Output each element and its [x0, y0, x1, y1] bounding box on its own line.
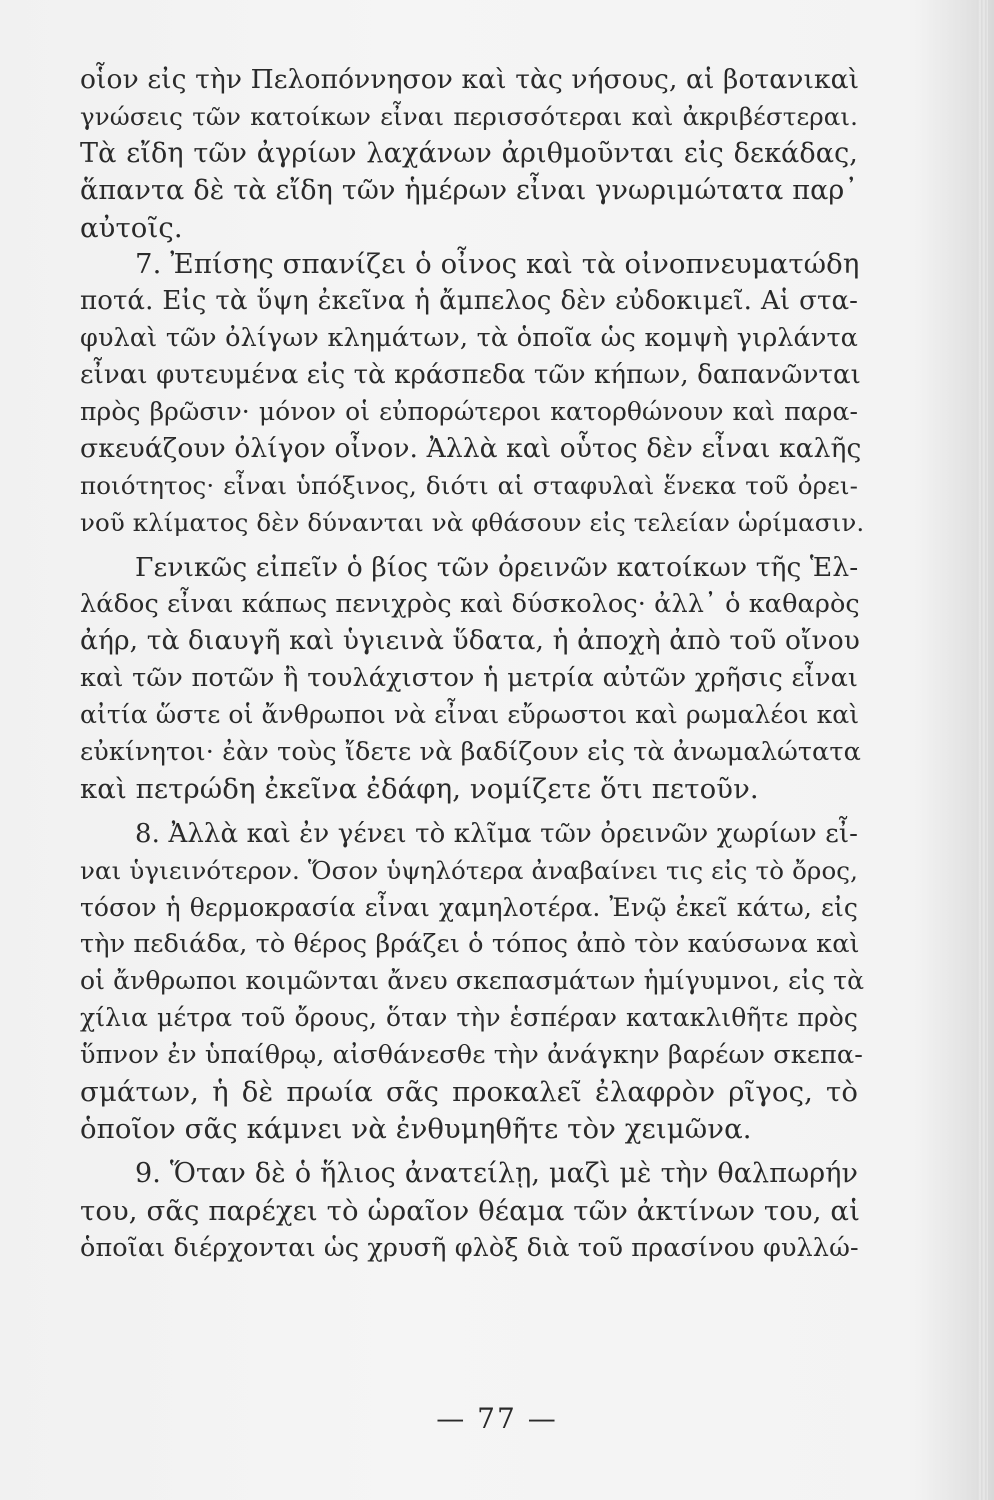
text-line: ποτά. Εἰς τὰ ὕψη ἐκεῖνα ἡ ἄμπελος δὲν εὐδοκιμεῖ. Αἱ στα-: [80, 286, 858, 317]
text-line: ὕπνον ἐν ὑπαίθρῳ, αἰσθάνεσθε τὴν ἀνάγκην βαρέων σκεπα-: [80, 1040, 863, 1071]
text-line: λάδος εἶναι κάπως πενιχρὸς καὶ δύσκολος· ἀλλ᾿ ὁ καθαρὸς: [80, 589, 860, 620]
text-line: φυλαὶ τῶν ὀλίγων κλημάτων, τὰ ὁποῖα ὡς κομψὴ γιρλάντα: [80, 323, 858, 354]
text-line: εἶναι φυτευμένα εἰς τὰ κράσπεδα τῶν κήπων, δαπανῶνται: [80, 360, 861, 391]
text-line: πρὸς βρῶσιν· μόνον οἱ εὐπορώτεροι κατορθώνουν καὶ παρα-: [80, 397, 858, 427]
text-line: καὶ τῶν ποτῶν ἢ τουλάχιστον ἡ μετρία αὐτῶν χρῆσις εἶναι: [80, 663, 858, 694]
text-line: γνώσεις τῶν κατοίκων εἶναι περισσότεραι καὶ ἀκριβέστεραι.: [80, 101, 858, 131]
text-line: τὴν πεδιάδα, τὸ θέρος βράζει ὁ τόπος ἀπὸ τὸν καύσωνα καὶ: [80, 929, 860, 960]
text-line: οἷον εἰς τὴν Πελοπόννησον καὶ τὰς νήσους, αἱ βοτανικαὶ: [80, 64, 860, 95]
text-line: ἀήρ, τὰ διαυγῆ καὶ ὑγιεινὰ ὕδατα, ἡ ἀποχὴ ἀπὸ τοῦ οἴνου: [80, 625, 860, 657]
page-number: — 77 —: [436, 1402, 558, 1435]
text-line: νοῦ κλίματος δὲν δύνανται νὰ φθάσουν εἰς τελείαν ὡρίμασιν.: [80, 507, 865, 537]
text-line: εὐκίνητοι· ἐὰν τοὺς ἴδετε νὰ βαδίζουν εἰς τὰ ἀνωμαλώτατα: [80, 737, 861, 768]
text-line: ἅπαντα δὲ τὰ εἴδη τῶν ἡμέρων εἶναι γνωριμώτατα παρ᾿: [80, 174, 858, 206]
page-edge: [978, 0, 988, 1500]
text-line: οἱ ἄνθρωποι κοιμῶνται ἄνευ σκεπασμάτων ἡμίγυμνοι, εἰς τὰ: [80, 966, 865, 996]
text-line: καὶ πετρώδη ἐκεῖνα ἐδάφη, νομίζετε ὅτι πετοῦν.: [80, 772, 759, 805]
body-text: [80, 62, 865, 1267]
text-line: ναι ὑγιεινότερον. Ὅσον ὑψηλότερα ἀναβαίνει τις εἰς τὸ ὄρος,: [80, 855, 858, 885]
text-line: του, σᾶς παρέχει τὸ ὡραῖον θέαμα τῶν ἀκτίνων του, αἱ: [80, 1194, 860, 1227]
text-line: χίλια μέτρα τοῦ ὄρους, ὅταν τὴν ἑσπέραν κατακλιθῆτε πρὸς: [80, 1003, 858, 1033]
text-line: ὁποῖον σᾶς κάμνει νὰ ἐνθυμηθῆτε τὸν χειμῶνα.: [80, 1112, 752, 1145]
text-line: σκευάζουν ὀλίγον οἶνον. Ἀλλὰ καὶ οὗτος δὲν εἶναι καλῆς: [80, 432, 862, 464]
text-line: Γενικῶς εἰπεῖν ὁ βίος τῶν ὀρεινῶν κατοίκων τῆς Ἑλ-: [135, 551, 859, 583]
text-line: σμάτων, ἡ δὲ πρωία σᾶς προκαλεῖ ἐλαφρὸν ρῖγος, τὸ: [80, 1076, 858, 1109]
text-line: 7. Ἐπίσης σπανίζει ὁ οἶνος καὶ τὰ οἰνοπνευματώδη: [135, 248, 860, 281]
text-line: αὐτοῖς.: [80, 211, 183, 244]
text-line: αἰτία ὥστε οἱ ἄνθρωποι νὰ εἶναι εὔρωστοι καὶ ρωμαλέοι καὶ: [80, 700, 860, 730]
text-line: 9. Ὅταν δὲ ὁ ἥλιος ἀνατείλῃ, μαζὶ μὲ τὴν θαλπωρήν: [135, 1157, 858, 1189]
text-line: 8. Ἀλλὰ καὶ ἐν γένει τὸ κλῖμα τῶν ὀρεινῶν χωρίων εἶ-: [135, 818, 858, 849]
text-line: τόσον ἡ θερμοκρασία εἶναι χαμηλοτέρα. Ἐνῷ ἐκεῖ κάτω, εἰς: [80, 892, 858, 922]
text-line: ποιότητος· εἶναι ὑπόξινος, διότι αἱ σταφυλαὶ ἕνεκα τοῦ ὀρει-: [80, 470, 858, 500]
text-line: ὁποῖαι διέρχονται ὡς χρυσῆ φλὸξ διὰ τοῦ πρασίνου φυλλώ-: [80, 1232, 859, 1263]
text-line: Τὰ εἴδη τῶν ἀγρίων λαχάνων ἀριθμοῦνται εἰς δεκάδας,: [80, 137, 858, 169]
